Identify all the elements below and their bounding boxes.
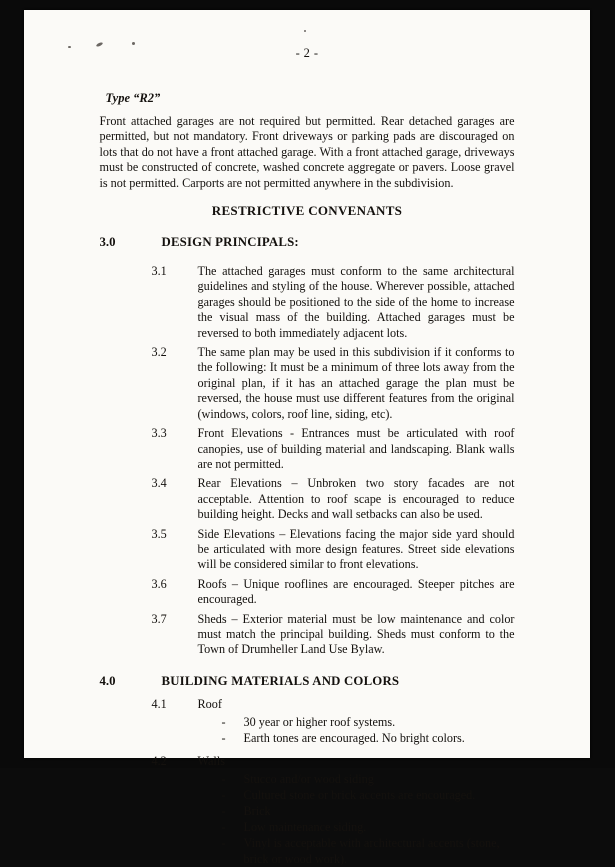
dash-bullet-icon: - (221, 835, 226, 850)
section-3-number: 3.0 (99, 235, 116, 250)
clause-3-2 (152, 345, 515, 422)
subsection-number: 4.1 (151, 696, 167, 711)
clause-3-7 (152, 612, 515, 658)
list-item-text: Cultured stone or brick accents are encouraged. (243, 787, 476, 802)
intro-paragraph: Front attached garages are not required but permitted. Rear detached garages are permitted, but not mandatory. Front driveways or parking pads are discouraged on lots that do not have a front attached garage. With a front attached garage, driveways must be constructed of concrete, washed concrete aggregate or pavers. Loose gravel is not permitted. Carports are not permitted anywhere in the subdivision. (99, 114, 515, 190)
clause-3-3 (152, 426, 515, 472)
subsection-4-2-list (152, 771, 515, 867)
document-body (100, 61, 515, 867)
section-4-number: 4.0 (99, 673, 116, 688)
dash-bullet-icon: - (221, 803, 226, 818)
subsection-title: Roof (197, 696, 222, 711)
clause-text: Front Elevations - Entrances must be articulated with roof canopies, use of building material and landscaping. Blank walls are not permitted. (197, 426, 515, 471)
list-item-text: 30 year or higher roof systems. (243, 714, 396, 729)
clause-text: The attached garages must conform to the same architectural guidelines and styling of the house. Wherever possible, attached garages should be positioned to the side of the home to increase the visual mass of the building. Attached garages must be reversed to both immediately adjacent lots. (197, 264, 515, 340)
dash-bullet-icon: - (221, 771, 226, 786)
dash-bullet-icon: - (221, 787, 226, 802)
list-item-text: Stucco and/or wood siding (243, 771, 374, 786)
document-page (24, 10, 590, 866)
list-item (222, 714, 515, 730)
clause-number: 3.4 (151, 476, 167, 491)
list-item (222, 819, 515, 835)
subsection-4-1 (152, 697, 515, 712)
clause-number: 3.7 (151, 611, 167, 626)
clause-number: 3.2 (151, 345, 167, 360)
clause-3-1 (152, 264, 515, 341)
section-3-header (99, 235, 515, 250)
clause-number: 3.5 (151, 526, 167, 541)
clause-number: 3.3 (151, 426, 167, 441)
clause-number: 3.6 (151, 576, 167, 591)
subsection-4-2 (152, 754, 515, 769)
list-item-text: Vinyl is acceptable with architectural accents (stone, brick or wood work). (243, 835, 500, 866)
dash-bullet-icon: - (221, 730, 226, 745)
section-4-header (99, 673, 515, 689)
clause-text: The same plan may be used in this subdivision if it conforms to the following: It must be a minimum of three lots away from the original plan, if it has an attached garage the plan must be reversed, the house must use different features from the original (windows, colors, roof line, siding, etc). (197, 345, 515, 421)
dash-bullet-icon: - (221, 714, 226, 729)
subsection-number: 4.2 (151, 753, 167, 768)
restrictive-convenants-heading: RESTRICTIVE CONVENANTS (211, 203, 403, 219)
page-content (24, 10, 590, 866)
scan-speck-icon (304, 30, 306, 32)
type-r2-heading: Type “R2” (105, 91, 161, 105)
list-item-text: Earth tones are encouraged. No bright colors. (243, 730, 465, 745)
scan-speck-icon (68, 46, 71, 48)
list-item (222, 771, 515, 787)
section-3-title: DESIGN PRINCIPALS: (161, 235, 299, 250)
list-item (222, 835, 515, 867)
page-number: - 2 - (295, 46, 319, 60)
clause-3-4 (152, 476, 515, 522)
subsection-title: Walls (197, 753, 225, 768)
clause-text: Sheds – Exterior material must be low maintenance and color must match the principal building. Sheds must conform to the Town of Drumheller Land Use Bylaw. (197, 611, 515, 657)
clause-text: Roofs – Unique rooflines are encouraged. Steeper pitches are encouraged. (197, 576, 515, 607)
list-item (222, 803, 515, 819)
clause-text: Side Elevations – Elevations facing the major side yard should be articulated with more design features. Street side elevations will be considered similar to front elevations. (197, 526, 515, 572)
list-item (222, 787, 515, 803)
list-item (222, 730, 515, 746)
clause-number: 3.1 (151, 264, 167, 279)
list-item-text: Low maintenance siding. (243, 819, 367, 834)
section-4-title: BUILDING MATERIALS AND COLORS (161, 673, 400, 688)
scan-speck-icon (132, 42, 135, 45)
subsection-4-1-list (152, 714, 515, 746)
dash-bullet-icon: - (221, 819, 226, 834)
clause-3-5 (152, 527, 515, 573)
clause-text: Rear Elevations – Unbroken two story facades are not acceptable. Attention to roof scape is encouraged to reduce building height. Decks and wall setbacks can also be used. (197, 476, 515, 522)
list-item-text: Brick (243, 803, 271, 818)
clause-3-6 (152, 577, 515, 608)
section-3-wrapper (99, 235, 515, 867)
